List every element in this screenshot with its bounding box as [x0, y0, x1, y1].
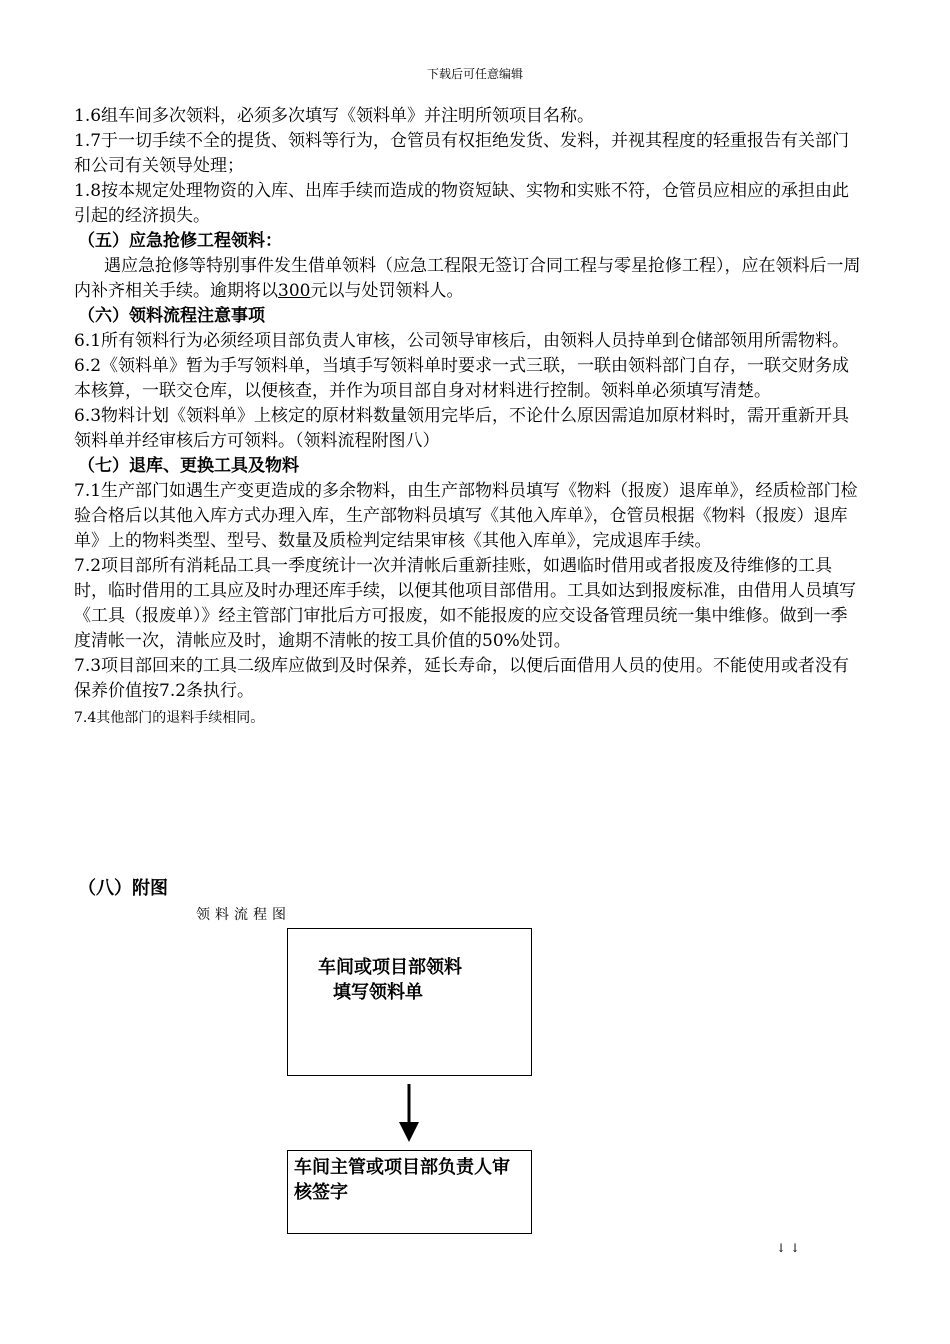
flow-step-approval — [287, 1150, 532, 1234]
figure-caption: 领料流程图 — [196, 907, 291, 923]
flow-step-request-line1: 车间或项目部领料 — [318, 957, 462, 978]
paragraph-7-1: 7.1生产部门如遇生产变更造成的多余物料，由生产部物料员填写《物料（报废）退库单》，经质检部门检验合格后以其他入库方式办理入库，生产部物料员填写《其他入库单》，仓管员根据《物料（报废）退库单》上的物料类型、型号、数量及质检判定结果审核《其他入库单》，完成退库手续。 — [74, 481, 858, 551]
flow-step-request-line2: 填写领料单 — [333, 982, 423, 1003]
paragraph-1-7: 1.7于一切手续不全的提货、领料等行为，仓管员有权拒绝发货、发料，并视其程度的轻重报告有关部门和公司有关领导处理； — [74, 131, 850, 176]
arrow-down-icon — [396, 1084, 422, 1148]
section-5-text-after: 元以与处罚领料人。 — [310, 281, 464, 301]
paragraph-6-3: 6.3物料计划《领料单》上核定的原材料数量领用完毕后，不论什么原因需追加原材料时，需开重新开具领料单并经审核后方可领料。（领料流程附图八） — [74, 406, 850, 451]
section-5-text-before: 遇应急抢修等特别事件发生借单领料（应急工程限无签订合同工程与零星抢修工程），应在领料后一周内补齐相关手续。逾期将以 — [74, 256, 861, 301]
figure-heading: （八）附图 — [78, 878, 168, 899]
flow-step-request — [287, 928, 532, 1076]
paragraph-6-1: 6.1所有领料行为必须经项目部负责人审核，公司领导审核后，由领料人员持单到仓储部领用所需物料。 — [74, 331, 850, 351]
document-body — [74, 104, 864, 728]
paragraph-7-2: 7.2项目部所有消耗品工具一季度统计一次并清帐后重新挂账，如遇临时借用或者报废及待维修的工具时，临时借用的工具应及时办理还库手续，以便其他项目部借用。工具如达到报废标准，由借用人员填写《工具（报废单）》经主管部门审批后方可报废，如不能报废的应交设备管理员统一集中维修。做到一季度清帐一次，清帐应及时，逾期不清帐的按工具价值的50%处罚。 — [74, 556, 856, 651]
penalty-amount: 300 — [278, 281, 311, 301]
paragraph-1-6: 1.6组车间多次领料，必须多次填写《领料单》并注明所领项目名称。 — [74, 106, 595, 126]
paragraph-6-2: 6.2《领料单》暂为手写领料单，当填手写领料单时要求一式三联，一联由领料部门自存，一联交财务成本核算，一联交仓库，以便核查，并作为项目部自身对材料进行控制。领料单必须填写清楚。 — [74, 356, 850, 401]
section-6-title: （六）领料流程注意事项 — [78, 306, 265, 326]
section-5-text — [74, 254, 864, 304]
paragraph-7-3: 7.3项目部回来的工具二级库应做到及时保养，延长寿命，以便后面借用人员的使用。不能使用或者没有保养价值按7.2条执行。 — [74, 656, 850, 701]
paragraph-1-8: 1.8按本规定处理物资的入库、出库手续而造成的物资短缺、实物和实账不符，仓管员应相应的承担由此引起的经济损失。 — [74, 181, 850, 226]
paragraph-7-4: 7.4其他部门的退料手续相同。 — [74, 710, 265, 726]
header-note: 下载后可任意编辑 — [426, 67, 523, 81]
footer-mark: ↓↓ — [776, 1241, 805, 1255]
flow-step-approval-text: 车间主管或项目部负责人审核签字 — [294, 1157, 510, 1203]
section-7-title: （七）退库、更换工具及物料 — [78, 456, 299, 476]
section-5-title: （五）应急抢修工程领料： — [78, 231, 282, 251]
